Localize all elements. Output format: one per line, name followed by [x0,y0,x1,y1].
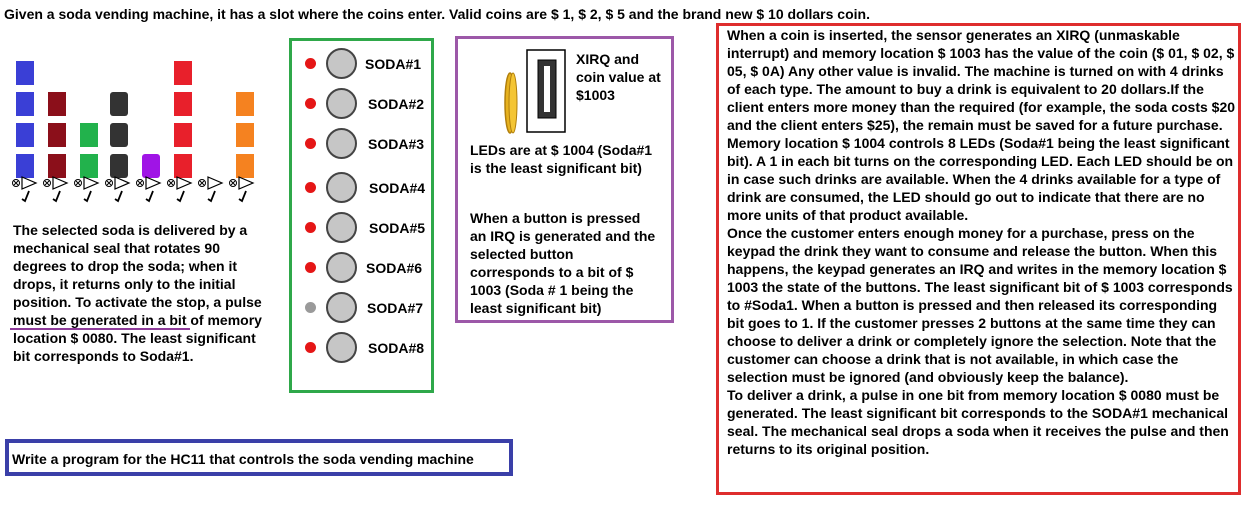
specification-text [727,26,1237,458]
soda-button-2[interactable] [326,88,357,119]
soda-button-label: SODA#3 [368,136,425,152]
seal-arm [84,191,91,201]
seal-description: The selected soda is delivered by a mechanical seal that rotates 90 degrees to drop the soda; when it drops, it returns only to the initial position. To activate the stop, a pulse must be generated in a bit of memory location $ 0080. The least significant bit corresponds to Soda#1. [13,222,262,364]
button-irq-text: When a button is pressed an IRQ is generated and the selected button corresponds to a bit of $ 1003 (Soda # 1 being the least significant bit) [470,210,656,316]
soda-can [174,123,192,147]
seal-arm [53,191,60,201]
soda-can [236,154,254,178]
spec-paragraph: To deliver a drink, a pulse in one bit from memory location $ 0080 must be generated. The least significant bit corresponds to the SODA#1 mechanical seal. The mechanical seal drops a soda when it receives the pulse and then returns to its original position. [727,387,1229,457]
seal-arm [177,191,184,201]
soda-button-label: SODA#4 [369,180,426,196]
seal-arm [22,191,29,201]
soda-dispenser-illustration [4,45,274,215]
soda-can [16,123,34,147]
soda-can [16,61,34,85]
soda-led [305,182,316,193]
seal-arm [115,191,122,201]
soda-can [48,154,66,178]
soda-can [110,154,128,178]
soda-button-3[interactable] [326,128,357,159]
led-address-text: LEDs are at $ 1004 (Soda#1 is the least significant bit) [470,142,653,176]
soda-can [174,61,192,85]
soda-button-label: SODA#7 [367,300,424,316]
soda-led [305,58,316,69]
soda-led [305,138,316,149]
seal-flap [239,177,253,189]
soda-button-8[interactable] [326,332,357,363]
soda-button-1[interactable] [326,48,357,79]
soda-can [236,92,254,116]
slot-label: XIRQ and coin value at $1003 [576,51,661,103]
soda-button-label: SODA#8 [368,340,425,356]
seal-flap [22,177,36,189]
soda-can [48,123,66,147]
soda-can [80,154,98,178]
soda-can [174,154,192,178]
spec-paragraph: Once the customer enters enough money for a purchase, press on the keypad the drink they want to consume and release the button. When this happens, the keypad generates an IRQ and writes in the memory location $ 1003 the state of the buttons. The least significant bit of $ 1003 corresponds to #Soda1. When a button is pressed and then released its corresponding bit goes to 1. If the customer presses 2 buttons at the same time they can choose to deliver a drink or completely ignore the selection. Note that the customer can choose a drink that is not available, in which case the selection must be ignored (and obviously keep the balance). [727,225,1233,385]
pulse-underline [10,328,190,330]
soda-button-label: SODA#1 [365,56,422,72]
soda-can [80,123,98,147]
soda-can [236,123,254,147]
soda-can [48,92,66,116]
seal-flap [146,177,160,189]
soda-led [305,302,316,313]
soda-button-label: SODA#2 [368,96,425,112]
soda-can [16,92,34,116]
coin-slot-icon [500,48,572,138]
soda-can [110,92,128,116]
seal-arm [239,191,246,201]
soda-button-6[interactable] [326,252,357,283]
soda-can [142,154,160,178]
soda-button-label: SODA#6 [366,260,423,276]
seal-arm [146,191,153,201]
spec-paragraph: When a coin is inserted, the sensor generates an XIRQ (unmaskable interrupt) and memory location $ 1003 has the value of the coin ($ 01, $ 02, $ 05, $ 0A) Any other value is invalid. The machine is turned on with 4 drinks of each type. The amount to buy a drink is equivalent to 20 dollars.If the client enters more money than the required (for example, the soda costs $20 and the client enters $25), the remain must be saved for a future purchase. [727,27,1236,133]
soda-led [305,262,316,273]
soda-button-5[interactable] [326,212,357,243]
soda-button-label: SODA#5 [369,220,426,236]
soda-led [305,222,316,233]
seal-flap [208,177,222,189]
soda-can [110,123,128,147]
soda-can [16,154,34,178]
soda-button-7[interactable] [326,292,357,323]
intro-text: Given a soda vending machine, it has a slot where the coins enter. Valid coins are $ 1, $ 2, $ 5 and the brand new $ 10 dollars coin. [4,6,870,22]
soda-led [305,342,316,353]
soda-can [174,92,192,116]
spec-paragraph: Memory location $ 1004 controls 8 LEDs (Soda#1 being the least significant bit). A 1 in each bit turns on the corresponding LED. Each LED should be on in case such drinks are available. When the 4 drinks available for a type of drink are consumed, the LED should go out to indicate that there are no more units of that product available. [727,135,1234,223]
soda-led [305,98,316,109]
task-text: Write a program for the HC11 that controls the soda vending machine [12,451,474,467]
seal-arm [208,191,215,201]
seal-flap [177,177,191,189]
seal-flap [53,177,67,189]
soda-button-4[interactable] [326,172,357,203]
seal-flap [115,177,129,189]
seal-flap [84,177,98,189]
